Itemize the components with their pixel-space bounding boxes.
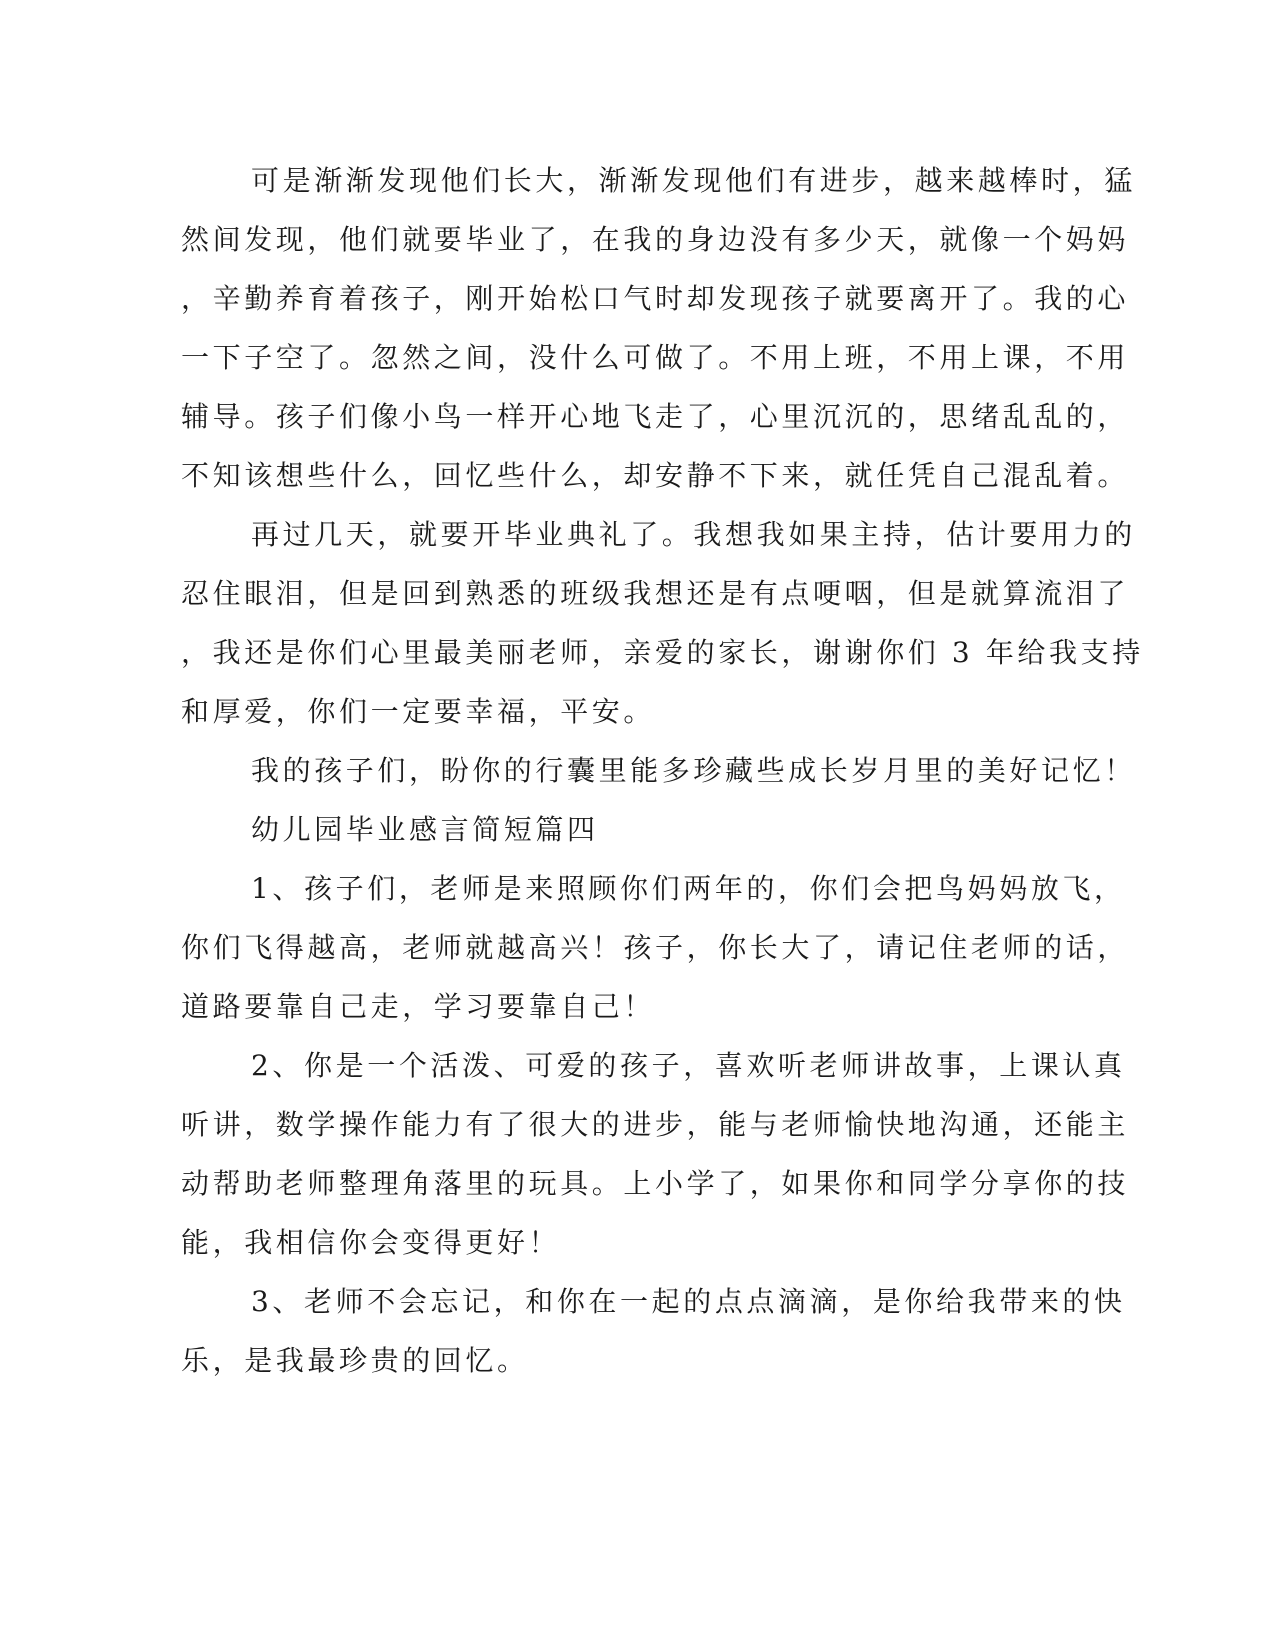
item-1-line-3: 道路要靠自己走，学习要靠自己！	[181, 990, 656, 1023]
paragraph-2-line-1: 再过几天，就要开毕业典礼了。我想我如果主持，估计要用力的	[251, 518, 1136, 551]
paragraph-1-line-4: 一下子空了。忽然之间，没什么可做了。不用上班，不用上课，不用	[181, 341, 1130, 374]
paragraph-1-line-6: 不知该想些什么，回忆些什么，却安静不下来，就任凭自己混乱着。	[181, 459, 1130, 492]
item-2-line-4: 能，我相信你会变得更好！	[181, 1226, 561, 1259]
item-2-line-1: 2、你是一个活泼、可爱的孩子，喜欢听老师讲故事，上课认真	[251, 1049, 1126, 1082]
item-3-line-2: 乐，是我最珍贵的回忆。	[181, 1344, 529, 1377]
section-heading: 幼儿园毕业感言简短篇四	[251, 813, 599, 846]
paragraph-2-line-4: 和厚爱，你们一定要幸福，平安。	[181, 695, 656, 728]
paragraph-1-line-1: 可是渐渐发现他们长大，渐渐发现他们有进步，越来越棒时，猛	[251, 164, 1136, 197]
paragraph-2-line-2: 忍住眼泪，但是回到熟悉的班级我想还是有点哽咽，但是就算流泪了	[181, 577, 1130, 610]
item-1-line-2: 你们飞得越高，老师就越高兴！孩子，你长大了，请记住老师的话，	[181, 931, 1130, 964]
item-2-line-2: 听讲，数学操作能力有了很大的进步，能与老师愉快地沟通，还能主	[181, 1108, 1130, 1141]
paragraph-1-line-3: ，辛勤养育着孩子，刚开始松口气时却发现孩子就要离开了。我的心	[181, 282, 1130, 315]
paragraph-1-line-2: 然间发现，他们就要毕业了，在我的身边没有多少天，就像一个妈妈	[181, 223, 1130, 256]
paragraph-1-line-5: 辅导。孩子们像小鸟一样开心地飞走了，心里沉沉的，思绪乱乱的，	[181, 400, 1130, 433]
item-1-line-1: 1、孩子们，老师是来照顾你们两年的，你们会把鸟妈妈放飞，	[251, 872, 1126, 905]
item-2-line-3: 动帮助老师整理角落里的玩具。上小学了，如果你和同学分享你的技	[181, 1167, 1130, 1200]
paragraph-3-line-1: 我的孩子们，盼你的行囊里能多珍藏些成长岁月里的美好记忆！	[251, 754, 1136, 787]
paragraph-2-line-3: ，我还是你们心里最美丽老师，亲爱的家长，谢谢你们 3 年给我支持	[181, 636, 1144, 669]
item-3-line-1: 3、老师不会忘记，和你在一起的点点滴滴，是你给我带来的快	[251, 1285, 1126, 1318]
